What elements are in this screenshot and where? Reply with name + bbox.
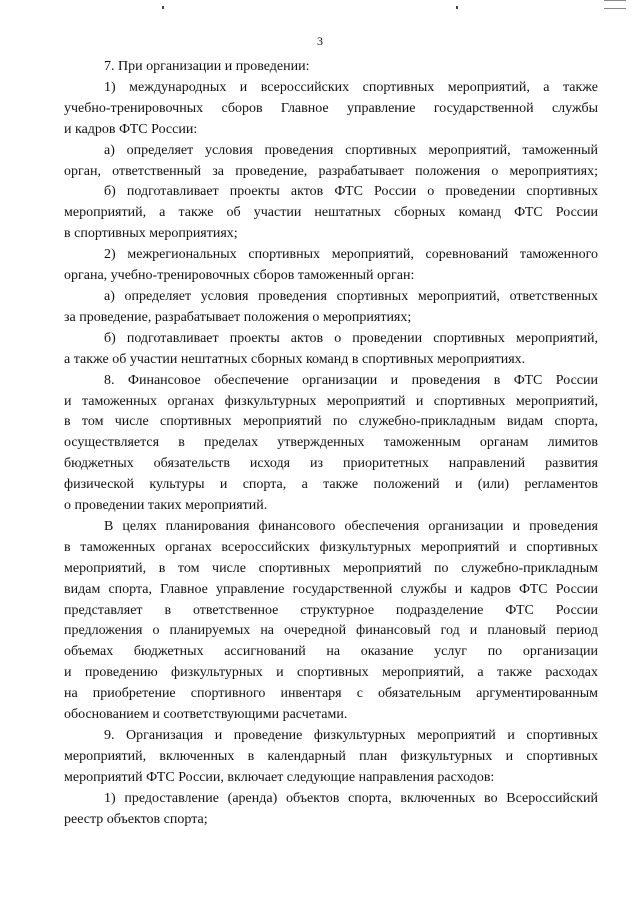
text-line: мероприятий, включенных в календарный план физкультурных и спортивных <box>64 748 598 764</box>
text-line: б) подготавливает проекты актов ФТС России о проведении спортивных <box>104 184 598 200</box>
text-line: и таможенных органах физкультурных мероприятий и спортивных мероприятий, <box>64 393 598 409</box>
text-line: о проведении таких мероприятий. <box>64 498 268 514</box>
text-line: и кадров ФТС России: <box>64 121 198 137</box>
scan-mark-right <box>456 6 458 9</box>
text-line: мероприятий ФТС России, включает следующие направления расходов: <box>64 769 495 785</box>
text-line: 8. Финансовое обеспечение организации и проведения в ФТС России <box>104 372 598 388</box>
text-line: предложения о планируемых на очередной финансовый год и плановый период <box>64 623 598 639</box>
text-line: бюджетных обязательств исходя из приоритетных направлений развития <box>64 456 598 472</box>
text-line: представляет в ответственное структурное подразделение ФТС России <box>64 602 598 618</box>
text-line: а) определяет условия проведения спортивных мероприятий, таможенный <box>104 142 598 158</box>
text-line: 2) межрегиональных спортивных мероприятий, соревнований таможенного <box>104 247 598 263</box>
scan-mark-left <box>162 6 164 9</box>
text-line: а также об участии нештатных сборных команд в спортивных мероприятиях. <box>64 351 526 367</box>
text-line: и проведению физкультурных и спортивных мероприятий, а также расходах <box>64 665 598 681</box>
text-line: видам спорта, Главное управление государственной службы и кадров ФТС России <box>64 581 598 597</box>
text-line: за проведение, разрабатывает положения о мероприятиях; <box>64 309 412 325</box>
text-line: учебно-тренировочных сборов Главное управление государственной службы <box>64 100 598 116</box>
text-line: реестр объектов спорта; <box>64 811 208 827</box>
text-line: физической культуры и спорта, а также положений и (или) регламентов <box>64 477 598 493</box>
text-line: на приобретение спортивного инвентаря с обязательным аргументированным <box>64 686 598 702</box>
scan-corner-mark <box>604 0 626 9</box>
page-number: 3 <box>317 34 323 48</box>
text-line: 1) международных и всероссийских спортивных мероприятий, а также <box>104 79 598 95</box>
text-line: мероприятий, в том числе спортивных мероприятий по служебно-прикладным <box>64 560 598 576</box>
document-body <box>64 57 598 831</box>
text-line: обоснованием и соответствующими расчетами. <box>64 707 348 723</box>
text-line: объемах бюджетных ассигнований на оказание услуг по организации <box>64 644 598 660</box>
text-line: мероприятий, а также об участии нештатных сборных команд ФТС России <box>64 205 598 221</box>
text-line: в том числе спортивных мероприятий по служебно-прикладным видам спорта, <box>64 414 598 430</box>
text-line: б) подготавливает проекты актов о проведении спортивных мероприятий, <box>104 330 598 346</box>
text-line: орган, ответственный за проведение, разрабатывает положения о мероприятиях; <box>64 163 598 179</box>
text-line: 9. Организация и проведение физкультурных мероприятий и спортивных <box>104 728 598 743</box>
text-line: В целях планирования финансового обеспечения организации и проведения <box>104 518 598 534</box>
text-line: в спортивных мероприятиях; <box>64 226 238 242</box>
text-line: 1) предоставление (аренда) объектов спорта, включенных во Всероссийский <box>104 790 598 806</box>
text-line: осуществляется в пределах утвержденных таможенным органам лимитов <box>64 435 598 451</box>
text-line: 7. При организации и проведении: <box>104 59 310 74</box>
text-line: органа, учебно-тренировочных сборов таможенный орган: <box>64 268 415 284</box>
text-line: в таможенных органах всероссийских физкультурных мероприятий и спортивных <box>64 539 598 555</box>
text-line: а) определяет условия проведения спортивных мероприятий, ответственных <box>104 288 598 304</box>
